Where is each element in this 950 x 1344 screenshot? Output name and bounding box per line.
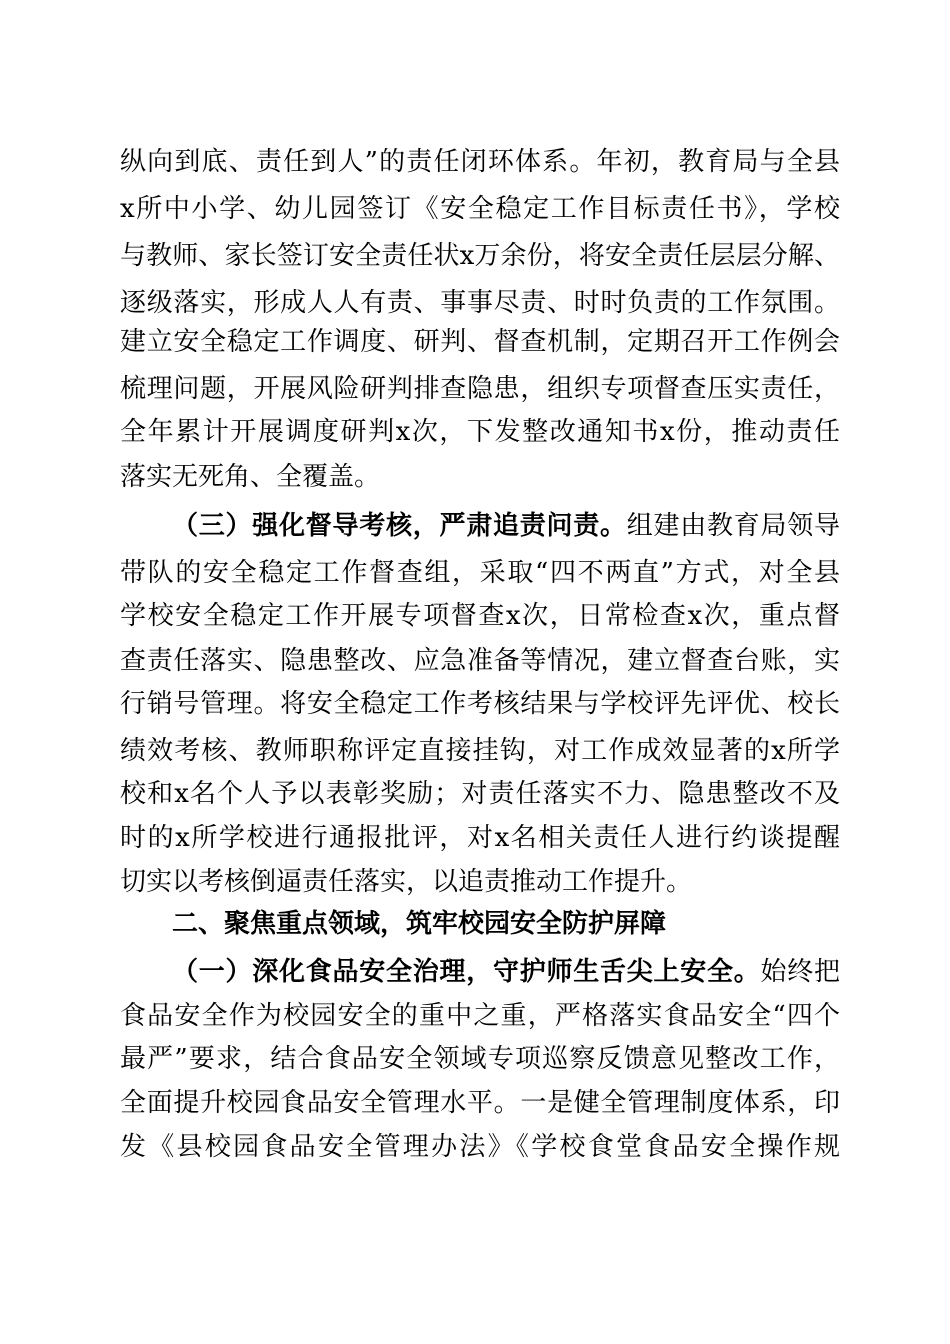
section-heading: 二、聚焦重点领域，筑牢校园安全防护屏障: [172, 909, 667, 939]
paragraph-line: 全年累计开展调度研判x次，下发整改通知书x份，推动责任: [120, 417, 840, 447]
paragraph-text: 始终把: [760, 957, 840, 987]
paragraph-line: 梳理问题，开展风险研判排查隐患，组织专项督查压实责任，: [120, 374, 840, 404]
paragraph-line: 与教师、家长签订安全责任状x万余份，将安全责任层层分解、: [120, 241, 840, 271]
section-paragraph-start: [172, 506, 840, 546]
paragraph-line: 发《县校园食品安全管理办法》《学校食堂食品安全操作规: [120, 1132, 840, 1162]
paragraph-line: 时的x所学校进行通报批评，对x名相关责任人进行约谈提醒: [120, 823, 840, 853]
paragraph-line: 落实无死角、全覆盖。: [120, 462, 381, 492]
paragraph-line: 全面提升校园食品安全管理水平。一是健全管理制度体系，印: [120, 1088, 840, 1118]
paragraph-line: 食品安全作为校园安全的重中之重，严格落实食品安全“四个: [120, 1001, 840, 1031]
paragraph-line: 切实以考核倒逼责任落实，以追责推动工作提升。: [120, 867, 693, 897]
paragraph-line: 校和x名个人予以表彰奖励；对责任落实不力、隐患整改不及: [120, 779, 840, 809]
paragraph-line: 学校安全稳定工作开展专项督查x次，日常检查x次，重点督: [120, 601, 840, 631]
paragraph-line: 查责任落实、隐患整改、应急准备等情况，建立督查台账，实: [120, 646, 840, 676]
paragraph-line: 建立安全稳定工作调度、研判、督查机制，定期召开工作例会: [120, 327, 840, 357]
paragraph-text: 组建由教育局领导: [626, 511, 840, 541]
paragraph-line: 带队的安全稳定工作督查组，采取“四不两直”方式，对全县: [120, 558, 840, 588]
paragraph-line: 最严”要求，结合食品安全领域专项巡察反馈意见整改工作，: [120, 1044, 840, 1074]
paragraph-line: x所中小学、幼儿园签订《安全稳定工作目标责任书》，学校: [120, 194, 840, 224]
paragraph-line: 逐级落实，形成人人有责、事事尽责、时时负责的工作氛围。: [120, 288, 840, 318]
section-paragraph-start: [172, 952, 840, 992]
paragraph-line: 纵向到底、责任到人”的责任闭环体系。年初，教育局与全县: [120, 147, 840, 177]
paragraph-line: 绩效考核、教师职称评定直接挂钩，对工作成效显著的x所学: [120, 736, 840, 766]
paragraph-line: 行销号管理。将安全稳定工作考核结果与学校评先评优、校长: [120, 689, 840, 719]
subheading-text: （一）深化食品安全治理，守护师生舌尖上安全。: [172, 957, 761, 987]
subheading-text: （三）强化督导考核，严肃追责问责。: [172, 511, 627, 541]
